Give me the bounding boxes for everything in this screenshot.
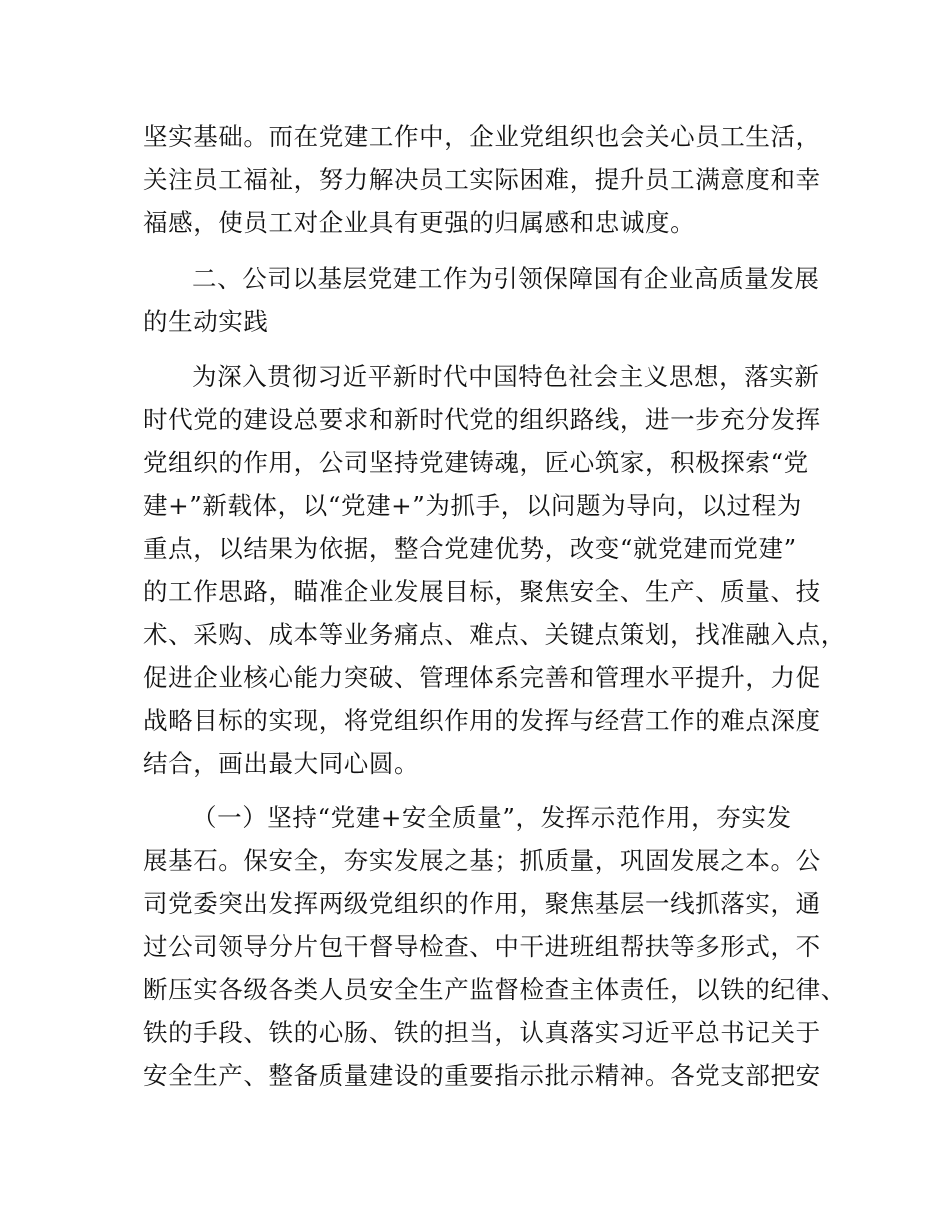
paragraph-2-line-1: 为深入贯彻习近平新时代中国特色社会主义思想，落实新 xyxy=(192,362,820,391)
paragraph-2-line-8: 促进企业核心能力突破、管理体系完善和管理水平提升，力促 xyxy=(143,663,821,692)
paragraph-2-line-2: 时代党的建设总要求和新时代党的组织路线，进一步充分发挥 xyxy=(143,405,821,434)
paragraph-3-line-7: 安全生产、整备质量建设的重要指示批示精神。各党支部把安 xyxy=(143,1061,821,1090)
paragraph-2-line-6: 的工作思路，瞄准企业发展目标，聚焦安全、生产、质量、技 xyxy=(143,577,821,606)
paragraph-3-line-3: 司党委突出发挥两级党组织的作用，聚焦基层一线抓落实，通 xyxy=(143,889,821,918)
paragraph-2-line-5: 重点，以结果为依据，整合党建优势，改变“就党建而党建” xyxy=(143,534,797,563)
paragraph-2-line-4: 建+”新载体，以“党建+”为抓手，以问题为导向，以过程为 xyxy=(143,491,802,520)
paragraph-1-line-2: 关注员工福祉，努力解决员工实际困难，提升员工满意度和幸 xyxy=(143,165,821,194)
paragraph-2-line-9: 战略目标的实现，将党组织作用的发挥与经营工作的难点深度 xyxy=(143,706,821,735)
section-heading-line-2: 的生动实践 xyxy=(143,307,269,336)
paragraph-3-line-6: 铁的手段、铁的心肠、铁的担当，认真落实习近平总书记关于 xyxy=(143,1018,821,1047)
paragraph-3-line-1: （一）坚持“党建+安全质量”，发挥示范作用，夯实发 xyxy=(192,803,792,832)
paragraph-1-line-3: 福感，使员工对企业具有更强的归属感和忠诚度。 xyxy=(143,208,696,237)
paragraph-3-line-2: 展基石。保安全，夯实发展之基；抓质量，巩固发展之本。公 xyxy=(143,846,821,875)
section-heading-line-1: 二、公司以基层党建工作为引领保障国有企业高质量发展 xyxy=(192,264,820,293)
paragraph-2-line-10: 结合，画出最大同心圆。 xyxy=(143,749,420,778)
paragraph-1-line-1: 坚实基础。而在党建工作中，企业党组织也会关心员工生活， xyxy=(143,122,821,151)
paragraph-2-line-3: 党组织的作用，公司坚持党建铸魂，匠心筑家，积极探索“党 xyxy=(143,448,809,477)
paragraph-3-line-5: 断压实各级各类人员安全生产监督检查主体责任，以铁的纪律、 xyxy=(143,975,846,1004)
paragraph-2-line-7: 术、采购、成本等业务痛点、难点、关键点策划，找准融入点， xyxy=(143,620,846,649)
paragraph-3-line-4: 过公司领导分片包干督导检查、中干进班组帮扶等多形式，不 xyxy=(143,932,821,961)
